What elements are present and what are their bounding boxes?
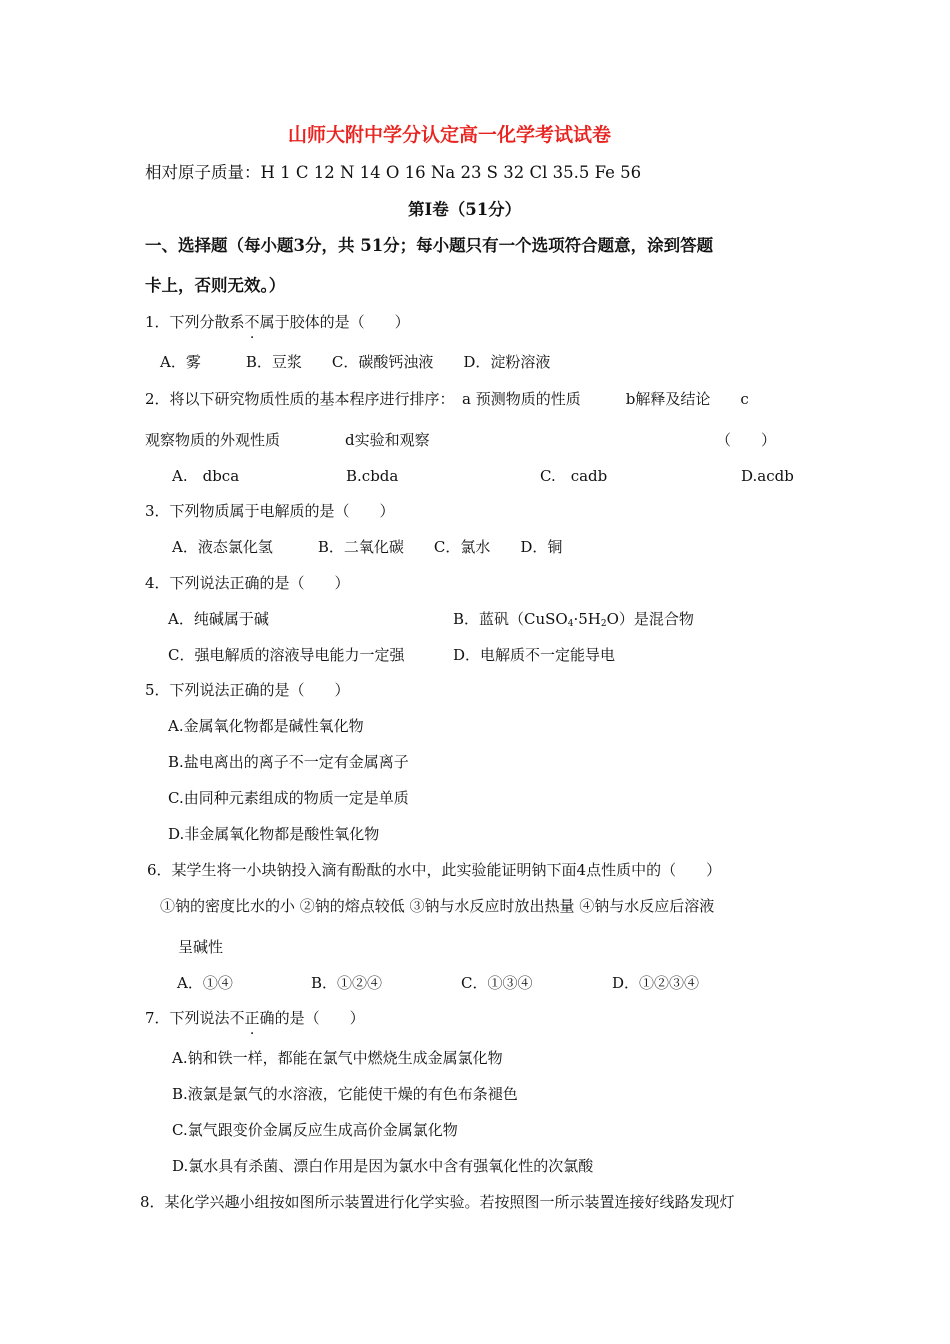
question-4-stem: 4．下列说法正确的是（ ） — [145, 574, 350, 592]
section-instruction-2: 卡上，否则无效。） — [145, 276, 286, 295]
question-1-options: A．雾 B．豆浆 C．碳酸钙浊液 D．淀粉溶液 — [160, 353, 551, 371]
q6-option-d: D．①②③④ — [612, 974, 700, 992]
q7-emphasis: 不正确 — [229, 1009, 275, 1027]
q5-option-a: A.金属氧化物都是碱性氧化物 — [168, 717, 364, 735]
q7-stem-post: 的是（ ） — [274, 1009, 365, 1027]
page-title: 山师大附中学分认定高一化学考试试卷 — [288, 124, 612, 146]
section-instruction-1: 一、选择题（每小题3分，共 51分；每小题只有一个选项符合题意，涂到答题 — [145, 236, 714, 255]
question-6-line-3: 呈碱性 — [178, 938, 224, 956]
question-2-line-2: 观察物质的外观性质 — [145, 431, 281, 449]
question-5-stem: 5．下列说法正确的是（ ） — [145, 681, 350, 699]
volume-heading: 第Ⅰ卷（51分） — [408, 200, 522, 219]
q4-b-mid: ·5H — [573, 610, 601, 628]
question-6-stem: 6．某学生将一小块钠投入滴有酚酞的水中，此实验能证明钠下面4点性质中的（ ） — [147, 861, 722, 879]
q7-option-c: C.氯气跟变价金属反应生成高价金属氯化物 — [172, 1121, 458, 1139]
question-3-options: A．液态氯化氢 B．二氧化碳 C．氯水 D．铜 — [172, 538, 563, 556]
question-2-line-2b: d实验和观察 — [345, 431, 430, 449]
q2-option-a: A. dbca — [172, 467, 240, 485]
q5-option-c: C.由同种元素组成的物质一定是单质 — [168, 789, 409, 807]
q7-option-a: A.钠和铁一样，都能在氯气中燃烧生成金属氯化物 — [172, 1049, 503, 1067]
question-2-bracket: （ ） — [716, 431, 777, 449]
q4-b-sub2: 2 — [600, 619, 607, 629]
q5-option-d: D.非金属氧化物都是酸性氧化物 — [168, 825, 380, 843]
q5-option-b: B.盐电离出的离子不一定有金属离子 — [168, 753, 409, 771]
q1-stem-pre: 1．下列分散系 — [145, 313, 245, 331]
question-6-line-2: ①钠的密度比水的小 ②钠的熔点较低 ③钠与水反应时放出热量 ④钠与水反应后溶液 — [160, 897, 715, 915]
q1-emphasis: 不 — [244, 313, 260, 331]
q6-option-b: B．①②④ — [311, 974, 383, 992]
q1-stem-post: 属于胶体的是（ ） — [259, 313, 410, 331]
q4-option-d: D．电解质不一定能导电 — [453, 646, 616, 664]
q2-option-b: B.cbda — [346, 467, 399, 485]
q4-option-b — [453, 609, 694, 634]
atomic-mass-line: 相对原子质量：H 1 C 12 N 14 O 16 Na 23 S 32 Cl 35.5 Fe 56 — [145, 163, 642, 182]
q6-option-a: A．①④ — [177, 974, 233, 992]
q7-option-d: D.氯水具有杀菌、漂白作用是因为氯水中含有强氧化性的次氯酸 — [172, 1157, 594, 1175]
q4-b-post: O）是混合物 — [606, 610, 694, 628]
q2-option-c: C. cadb — [540, 467, 608, 485]
q4-b-sub1: 4 — [567, 619, 574, 629]
question-3-stem: 3．下列物质属于电解质的是（ ） — [145, 502, 395, 520]
question-7-stem — [145, 1008, 365, 1028]
question-2-line-1: 2．将以下研究物质性质的基本程序进行排序： a 预测物质的性质 b解释及结论 c — [145, 390, 749, 408]
q4-option-a: A．纯碱属于碱 — [168, 610, 269, 628]
q4-option-c: C．强电解质的溶液导电能力一定强 — [168, 646, 405, 664]
q4-b-pre: B．蓝矾（CuSO — [453, 610, 568, 628]
question-8-stem: 8．某化学兴趣小组按如图所示装置进行化学实验。若按照图一所示装置连接好线路发现灯 — [140, 1193, 735, 1211]
q7-stem-pre: 7．下列说法 — [145, 1009, 230, 1027]
q2-option-d: D.acdb — [741, 467, 794, 485]
question-1-stem — [145, 312, 410, 332]
q6-option-c: C．①③④ — [461, 974, 533, 992]
q7-option-b: B.液氯是氯气的水溶液，它能使干燥的有色布条褪色 — [172, 1085, 518, 1103]
